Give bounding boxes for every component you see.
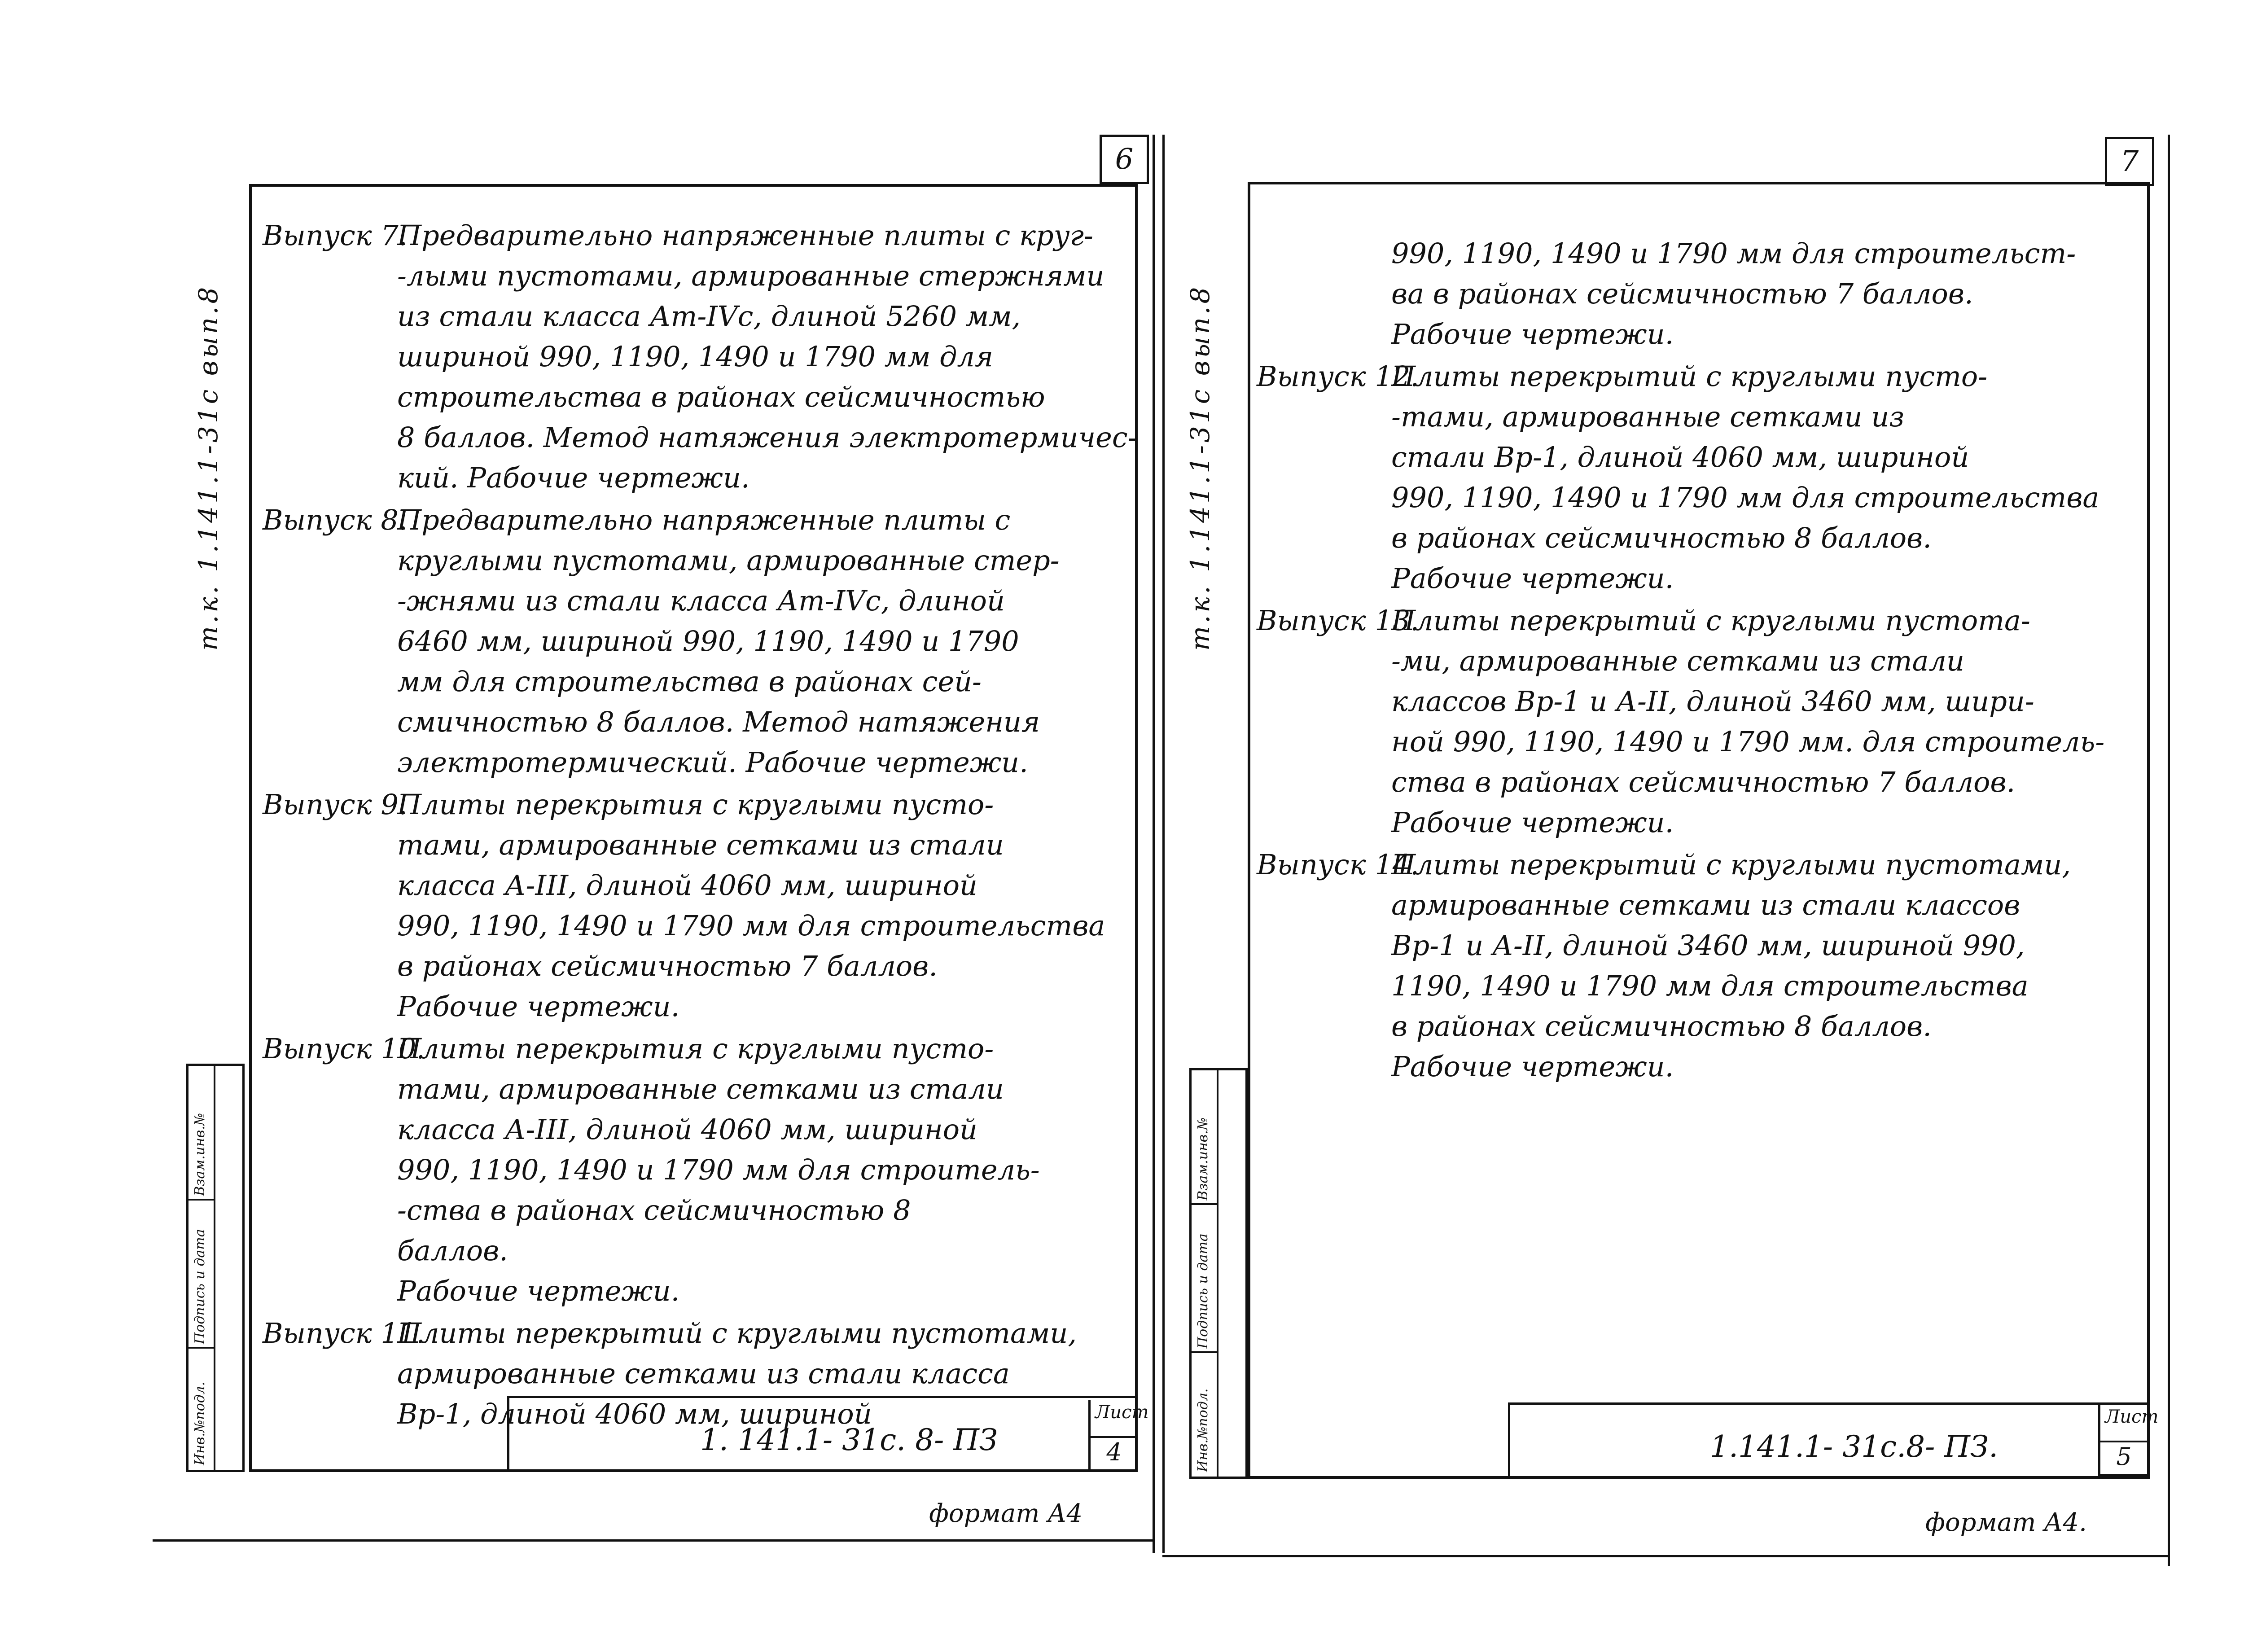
left-stamp-column bbox=[186, 1064, 245, 1472]
left-sheet-box bbox=[1088, 1400, 1149, 1472]
entry-line: Предварительно напряженные плиты с круг- bbox=[397, 219, 1093, 252]
entry-line: Вр-1 и А-II, длиной 3460 мм, шириной 990, bbox=[1391, 929, 2025, 962]
entry-line: Плиты перекрытия с круглыми пусто- bbox=[397, 788, 994, 821]
entry-label: Выпуск 12. bbox=[1257, 360, 1420, 393]
right-entry-13 bbox=[1257, 600, 2141, 843]
right-sheet-number: 5 bbox=[2100, 1441, 2148, 1471]
entry-line: 990, 1190, 1490 и 1790 мм для строительства bbox=[1391, 481, 2099, 514]
entry-label: Выпуск 14. bbox=[1257, 848, 1420, 881]
left-sheet-right-edge bbox=[1153, 135, 1155, 1553]
entry-line: из стали класса Ат-IVс, длиной 5260 мм, bbox=[397, 300, 1021, 333]
entry-line: 990, 1190, 1490 и 1790 мм для строительства bbox=[397, 909, 1105, 942]
entry-line: Плиты перекрытий с круглыми пустота- bbox=[1391, 604, 2030, 637]
left-stamp-podpis-label: Подпись и дата bbox=[192, 1229, 208, 1344]
entry-line: Вр-1, длиной 4060 мм, шириной bbox=[397, 1398, 872, 1430]
right-sheet-right-edge bbox=[2168, 135, 2170, 1566]
entry-line: в районах сейсмичностью 7 баллов. bbox=[397, 950, 938, 982]
right-entry-12 bbox=[1257, 356, 2141, 599]
entry-line: баллов. bbox=[397, 1234, 508, 1267]
entry-line: Предварительно напряженные плиты с bbox=[397, 504, 1011, 536]
entry-line: в районах сейсмичностью 8 баллов. bbox=[1391, 1010, 1932, 1043]
entry-label: Выпуск 8. bbox=[263, 504, 408, 536]
left-entry-9 bbox=[263, 784, 1133, 1027]
entry-line: Рабочие чертежи. bbox=[397, 990, 680, 1023]
right-side-code: т.к. 1.141.1-31с вып.8 bbox=[1185, 284, 1215, 651]
left-stamp-vzam-label: Взам.инв.№ bbox=[192, 1113, 208, 1196]
entry-line: в районах сейсмичностью 8 баллов. bbox=[1391, 521, 1932, 554]
entry-line: Рабочие чертежи. bbox=[1391, 1050, 1674, 1083]
right-continuation bbox=[1257, 233, 2141, 355]
right-stamp-inv-label: Инв.№подл. bbox=[1195, 1388, 1211, 1472]
left-stamp-inv-label: Инв.№подл. bbox=[192, 1381, 208, 1465]
left-side-code: т.к. 1.141.1-31с вып.8 bbox=[193, 284, 224, 651]
entry-line: Плиты перекрытия с круглыми пусто- bbox=[397, 1032, 994, 1065]
entry-line: 990, 1190, 1490 и 1790 мм для строитель- bbox=[397, 1153, 1040, 1186]
entry-line: Рабочие чертежи. bbox=[397, 1275, 680, 1307]
entry-line: электротермический. Рабочие чертежи. bbox=[397, 746, 1028, 779]
right-body-text bbox=[1257, 233, 2141, 1089]
entry-line: 1190, 1490 и 1790 мм для строительства bbox=[1391, 969, 2029, 1002]
entry-line: Рабочие чертежи. bbox=[1391, 806, 1674, 839]
entry-label: Выпуск 7. bbox=[263, 219, 408, 252]
entry-line: класса А-III, длиной 4060 мм, шириной bbox=[397, 869, 977, 902]
entry-line: ной 990, 1190, 1490 и 1790 мм. для строитель- bbox=[1391, 725, 2105, 758]
entry-line: кий. Рабочие чертежи. bbox=[397, 461, 750, 494]
entry-line: 8 баллов. Метод натяжения электротермичес- bbox=[397, 421, 1137, 454]
entry-line: Плиты перекрытий с круглыми пустотами, bbox=[397, 1317, 1077, 1350]
right-format-label: формат А4. bbox=[1925, 1508, 2087, 1537]
right-page-number: 7 bbox=[2105, 137, 2154, 186]
entry-line: шириной 990, 1190, 1490 и 1790 мм для bbox=[397, 340, 994, 373]
entry-line: Плиты перекрытий с круглыми пустотами, bbox=[1391, 848, 2071, 881]
right-entry-14 bbox=[1257, 845, 2141, 1087]
entry-line: армированные сетками из стали класса bbox=[397, 1357, 1010, 1390]
right-sheet-label: Лист bbox=[2105, 1407, 2159, 1427]
right-stamp-column bbox=[1189, 1068, 1248, 1479]
left-entry-8 bbox=[263, 500, 1133, 783]
left-format-label: формат А4 bbox=[929, 1499, 1083, 1528]
entry-label: Выпуск 13. bbox=[1257, 604, 1420, 637]
entry-label: Выпуск 9. bbox=[263, 788, 408, 821]
right-stamp-podpis-label: Подпись и дата bbox=[1195, 1233, 1211, 1349]
entry-line: армированные сетками из стали классов bbox=[1391, 889, 2020, 921]
entry-line: -лыми пустотами, армированные стержнями bbox=[397, 259, 1104, 292]
entry-line: тами, армированные сетками из стали bbox=[397, 828, 1004, 861]
left-sheet-label: Лист bbox=[1095, 1402, 1149, 1423]
entry-line: -ми, армированные сетками из стали bbox=[1391, 644, 1964, 677]
entry-line: -жнями из стали класса Ат-IVс, длиной bbox=[397, 584, 1005, 617]
right-sheet-box bbox=[2098, 1405, 2159, 1477]
entry-line: стали Вр-1, длиной 4060 мм, шириной bbox=[1391, 441, 1969, 473]
entry-line: строительства в районах сейсмичностью bbox=[397, 381, 1045, 413]
entry-line: класса А-III, длиной 4060 мм, шириной bbox=[397, 1113, 977, 1146]
entry-line: смичностью 8 баллов. Метод натяжения bbox=[397, 705, 1040, 738]
right-sheet-bottom-edge bbox=[1162, 1555, 2170, 1557]
left-doc-code: 1. 141.1- 31с. 8- ПЗ bbox=[700, 1423, 998, 1457]
entry-line: классов Вр-1 и А-II, длиной 3460 мм, шири- bbox=[1391, 685, 2034, 718]
entry-line: -ства в районах сейсмичностью 8 bbox=[397, 1194, 911, 1227]
entry-line: Рабочие чертежи. bbox=[1391, 318, 1674, 351]
entry-line: 990, 1190, 1490 и 1790 мм для строительст- bbox=[1391, 237, 2076, 270]
entry-line: Плиты перекрытий с круглыми пусто- bbox=[1391, 360, 1988, 393]
left-sheet-number: 4 bbox=[1091, 1436, 1138, 1466]
right-doc-code: 1.141.1- 31с.8- ПЗ. bbox=[1710, 1429, 1999, 1464]
left-sheet-bottom-edge bbox=[153, 1539, 1154, 1542]
right-sheet-left-edge bbox=[1162, 135, 1165, 1553]
left-body-text bbox=[263, 215, 1137, 1436]
entry-line: ства в районах сейсмичностью 7 баллов. bbox=[1391, 766, 2016, 798]
entry-line: -тами, армированные сетками из bbox=[1391, 400, 1905, 433]
entry-line: круглыми пустотами, армированные стер- bbox=[397, 544, 1060, 577]
entry-line: мм для строительства в районах сей- bbox=[397, 665, 982, 698]
left-entry-7 bbox=[263, 215, 1137, 498]
entry-line: Рабочие чертежи. bbox=[1391, 562, 1674, 595]
entry-line: тами, армированные сетками из стали bbox=[397, 1073, 1004, 1105]
left-page-number: 6 bbox=[1100, 135, 1149, 184]
entry-line: 6460 мм, шириной 990, 1190, 1490 и 1790 bbox=[397, 625, 1019, 657]
right-stamp-vzam-label: Взам.инв.№ bbox=[1195, 1117, 1211, 1201]
left-entry-10 bbox=[263, 1029, 1133, 1311]
entry-line: ва в районах сейсмичностью 7 баллов. bbox=[1391, 277, 1973, 310]
entry-label: Выпуск 10. bbox=[263, 1032, 425, 1065]
entry-label: Выпуск 11. bbox=[263, 1317, 425, 1350]
